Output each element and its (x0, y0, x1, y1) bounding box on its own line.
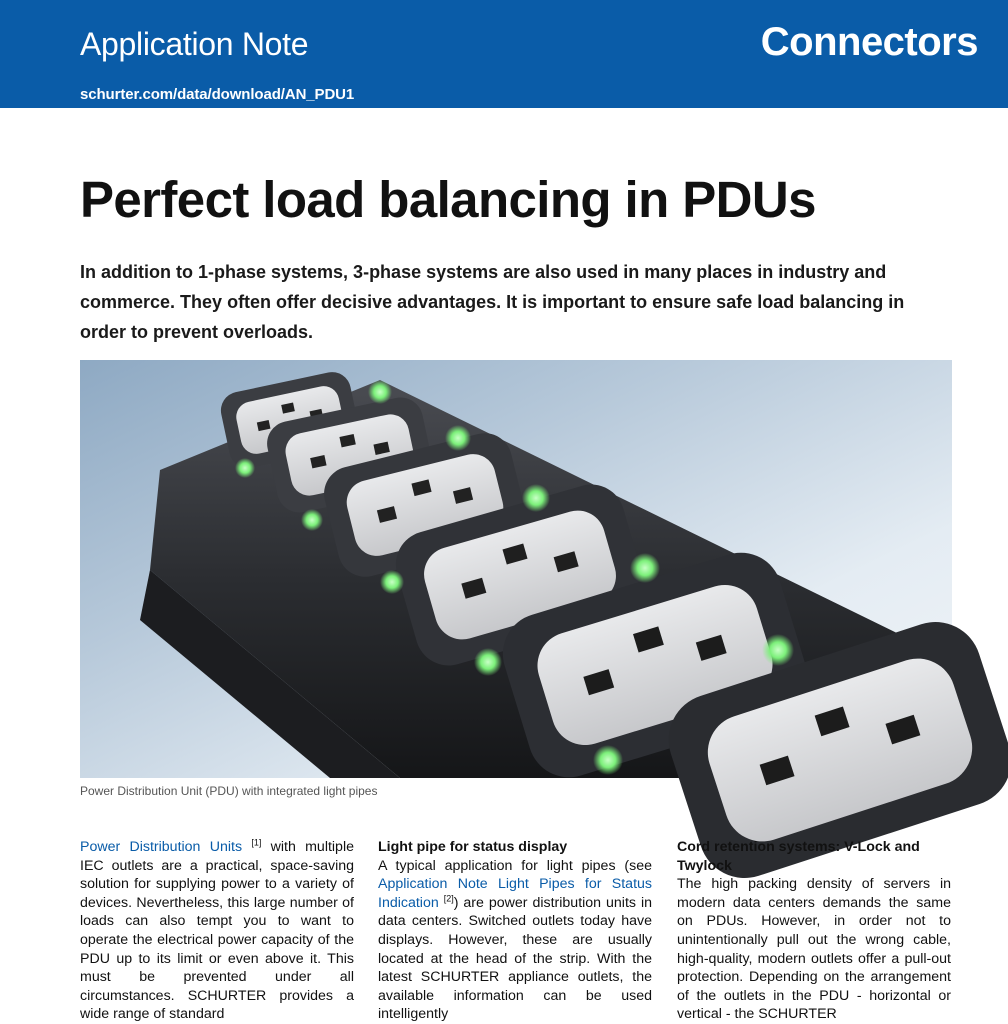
pdu-photo (80, 360, 952, 778)
reference-2: [2] (443, 893, 454, 904)
reference-1: [1] (251, 837, 262, 848)
light-pipes-note-link[interactable]: Application Note Light Pipes for Status Indication (378, 876, 652, 911)
header-band (0, 0, 1008, 108)
download-url-link[interactable]: schurter.com/data/download/AN_PDU1 (80, 86, 355, 103)
column-1-paragraph (80, 838, 354, 1024)
document-type: Application Note (80, 26, 309, 62)
column-3-paragraph: The high packing density of servers in modern data centers demands the same on PDUs. However, in order not to unintentionally pull out the wrong cable, high-quality, modern outlets offer a pull-out protection. Depending on the arrangement of the outlets in the PDU - horizontal or vertical - the SCHURTER (677, 876, 951, 1023)
lead-paragraph: In addition to 1-phase systems, 3-phase systems are also used in many places in industry and commerce. They often offer decisive advantages. It is important to ensure safe load balancing in order to prevent overloads. (80, 262, 905, 342)
cord-retention-heading: Cord retention systems: V-Lock and Twylock (677, 839, 920, 874)
column-2-text-before: A typical application for light pipes (see (378, 857, 652, 874)
body-column-2 (378, 838, 652, 1024)
body-column-3 (677, 838, 951, 1024)
body-column-1 (80, 838, 354, 1024)
column-1-text: with multiple IEC outlets are a practical, space-saving solution for supplying power to a variety of devices. Nevertheless, this large number of loads can also tempt you to want to operate the electrical power capacity of the PDU up to its limit or even above it. This must be prevented under all circumstances. SCHURTER provides a wide range of standard (80, 839, 354, 1023)
pdu-illustration (80, 360, 952, 778)
column-2-text-after: ) are power distribution units in data centers. Switched outlets today have displays. However, these are usually located at the head of the strip. With the latest SCHURTER appliance outlets, the available information can be used intelligently (378, 894, 652, 1023)
pdu-link[interactable]: Power Distribution Units (80, 839, 243, 855)
category-label: Connectors (760, 20, 978, 64)
light-pipe-heading: Light pipe for status display (378, 839, 568, 855)
page-title: Perfect load balancing in PDUs (80, 171, 816, 228)
figure-caption: Power Distribution Unit (PDU) with integrated light pipes (80, 784, 378, 798)
column-2-paragraph (378, 857, 652, 1024)
